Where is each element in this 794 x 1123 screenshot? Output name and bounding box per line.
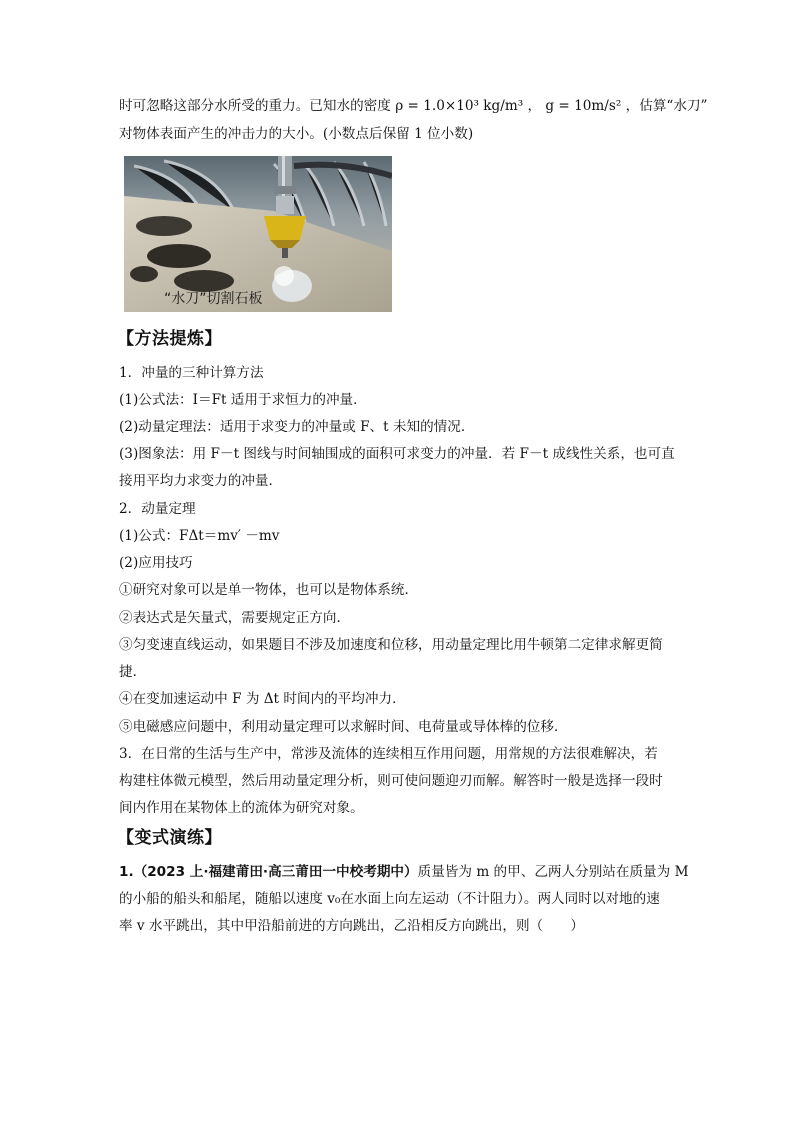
method-line: ②表达式是矢量式，需要规定正方向． xyxy=(119,610,351,626)
question-1-line-2: 的小船的船头和船尾，随船以速度 v₀在水面上向左运动（不计阻力）。两人同时以对地的速 xyxy=(119,891,660,907)
method-line: (1)公式法：I＝Ft 适用于求恒力的冲量． xyxy=(119,392,367,408)
method-line: ⑤电磁感应问题中，利用动量定理可以求解时间、电荷量或导体棒的位移． xyxy=(119,719,568,735)
method-line: 捷． xyxy=(119,664,147,680)
method-line: 构建柱体微元模型，然后用动量定理分析，则可使问题迎刃而解。解答时一般是选择一段时 xyxy=(119,773,663,789)
method-heading: 【方法提炼】 xyxy=(117,329,222,349)
intro-line-2: 对物体表面产生的冲击力的大小。(小数点后保留 1 位小数) xyxy=(119,126,474,142)
method-line: (2)应用技巧 xyxy=(119,555,193,571)
method-line: ④在变加速运动中 F 为 Δt 时间内的平均冲力． xyxy=(119,691,406,707)
method-line: 间内作用在某物体上的流体为研究对象。 xyxy=(119,800,364,816)
practice-heading: 【变式演练】 xyxy=(117,828,222,848)
method-line: 1．冲量的三种计算方法 xyxy=(119,365,264,381)
question-1-line-3: 率 v 水平跳出，其中甲沿船前进的方向跳出，乙沿相反方向跳出，则（ ） xyxy=(119,918,584,934)
intro-line-1: 时可忽略这部分水所受的重力。已知水的密度 ρ = 1.0×10³ kg/m³ ， g = 10m/s² ，估算“水刀” xyxy=(119,98,708,114)
question-1-line-1 xyxy=(119,862,689,882)
method-line: 接用平均力求变力的冲量． xyxy=(119,473,283,489)
question-1-text: 质量皆为 m 的甲、乙两人分别站在质量为 M xyxy=(417,864,689,880)
method-line: 3．在日常的生活与生产中，常涉及流体的连续相互作用问题，用常规的方法很难解决，若 xyxy=(119,746,658,762)
method-line: ①研究对象可以是单一物体，也可以是物体系统． xyxy=(119,582,419,598)
method-line: (1)公式：FΔt＝mv′ －mv xyxy=(119,528,280,544)
method-line: (2)动量定理法：适用于求变力的冲量或 F、t 未知的情况． xyxy=(119,419,475,435)
method-line: (3)图象法：用 F－t 图线与时间轴围成的面积可求变力的冲量．若 F－t 成线性关系，也可直 xyxy=(119,446,675,462)
waterjet-photo xyxy=(124,156,392,312)
method-line: ③匀变速直线运动，如果题目不涉及加速度和位移，用动量定理比用牛顿第二定律求解更简 xyxy=(119,637,663,653)
figure-caption: “水刀”切割石板 xyxy=(164,291,263,307)
question-1-source: 1.（2023 上·福建莆田·高三莆田一中校考期中） xyxy=(119,864,418,880)
method-line: 2．动量定理 xyxy=(119,501,196,517)
